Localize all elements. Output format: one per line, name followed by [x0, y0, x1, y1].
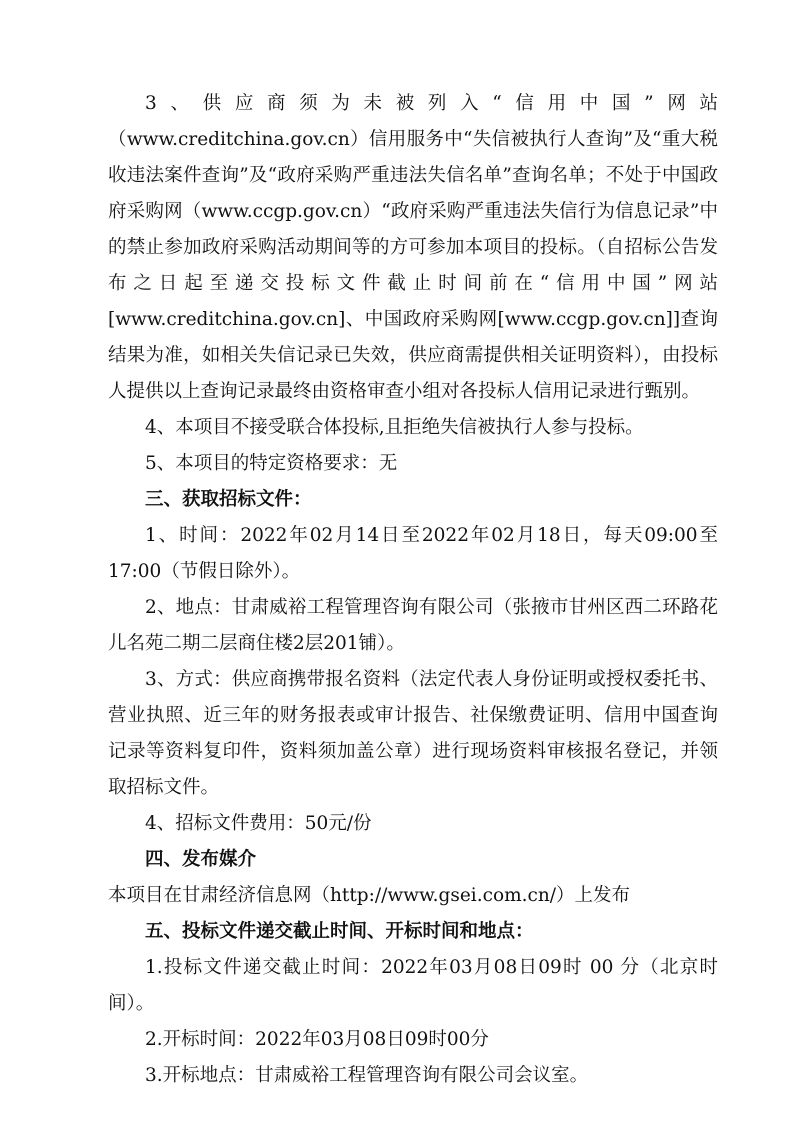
document-body	[108, 86, 718, 1094]
paragraph-opening-time: 2.开标时间：2022年03月08日09时00分	[145, 1029, 489, 1050]
paragraph-obtain-location: 2、地点：甘肃威裕工程管理咨询有限公司（张掖市甘州区西二环路花儿名苑二期二层商住楼2层201铺）。	[108, 597, 718, 654]
paragraph-obtain-time: 1、时间：2022年02月14日至2022年02月18日，每天09:00至17:00（节假日除外）。	[108, 525, 718, 582]
paragraph-opening-location: 3.开标地点：甘肃威裕工程管理咨询有限公司会议室。	[145, 1065, 589, 1086]
paragraph-submission-deadline: 1.投标文件递交截止时间：2022年03月08日09时 00 分（北京时间）。	[108, 957, 718, 1014]
paragraph-credit-requirement: 3、供应商须为未被列入“信用中国”网站（www.creditchina.gov.cn）信用服务中“失信被执行人查询”及“重大税收违法案件查询”及“政府采购严重违法失信名单”查询名单；不处于中国政府采购网（www.ccgp.gov.cn）“政府采购严重违法失信行为信息记录”中的禁止参加政府采购活动期间等的方可参加本项目的投标。（自招标公告发布之日起至递交投标文件截止时间前在“信用中国”网站[www.creditchina.gov.cn]、中国政府采购网[www.ccgp.gov.cn]]查询结果为准，如相关失信记录已失效，供应商需提供相关证明资料），由投标人提供以上查询记录最终由资格审查小组对各投标人信用记录进行甄别。	[108, 93, 718, 402]
heading-publication-media: 四、发布媒介	[145, 849, 257, 870]
paragraph-no-consortium: 4、本项目不接受联合体投标,且拒绝失信被执行人参与投标。	[145, 417, 644, 438]
paragraph-specific-qualification: 5、本项目的特定资格要求：无	[145, 453, 398, 474]
paragraph-publication-site: 本项目在甘肃经济信息网（http://www.gsei.com.cn/）上发布	[108, 885, 631, 906]
paragraph-document-fee: 4、招标文件费用：50元/份	[145, 813, 372, 834]
paragraph-obtain-method: 3、方式：供应商携带报名资料（法定代表人身份证明或授权委托书、营业执照、近三年的财务报表或审计报告、社保缴费证明、信用中国查询记录等资料复印件，资料须加盖公章）进行现场资料审核报名登记，并领取招标文件。	[108, 669, 718, 798]
heading-deadline-and-opening: 五、投标文件递交截止时间、开标时间和地点：	[145, 921, 534, 942]
heading-obtain-documents: 三、获取招标文件：	[145, 489, 312, 510]
